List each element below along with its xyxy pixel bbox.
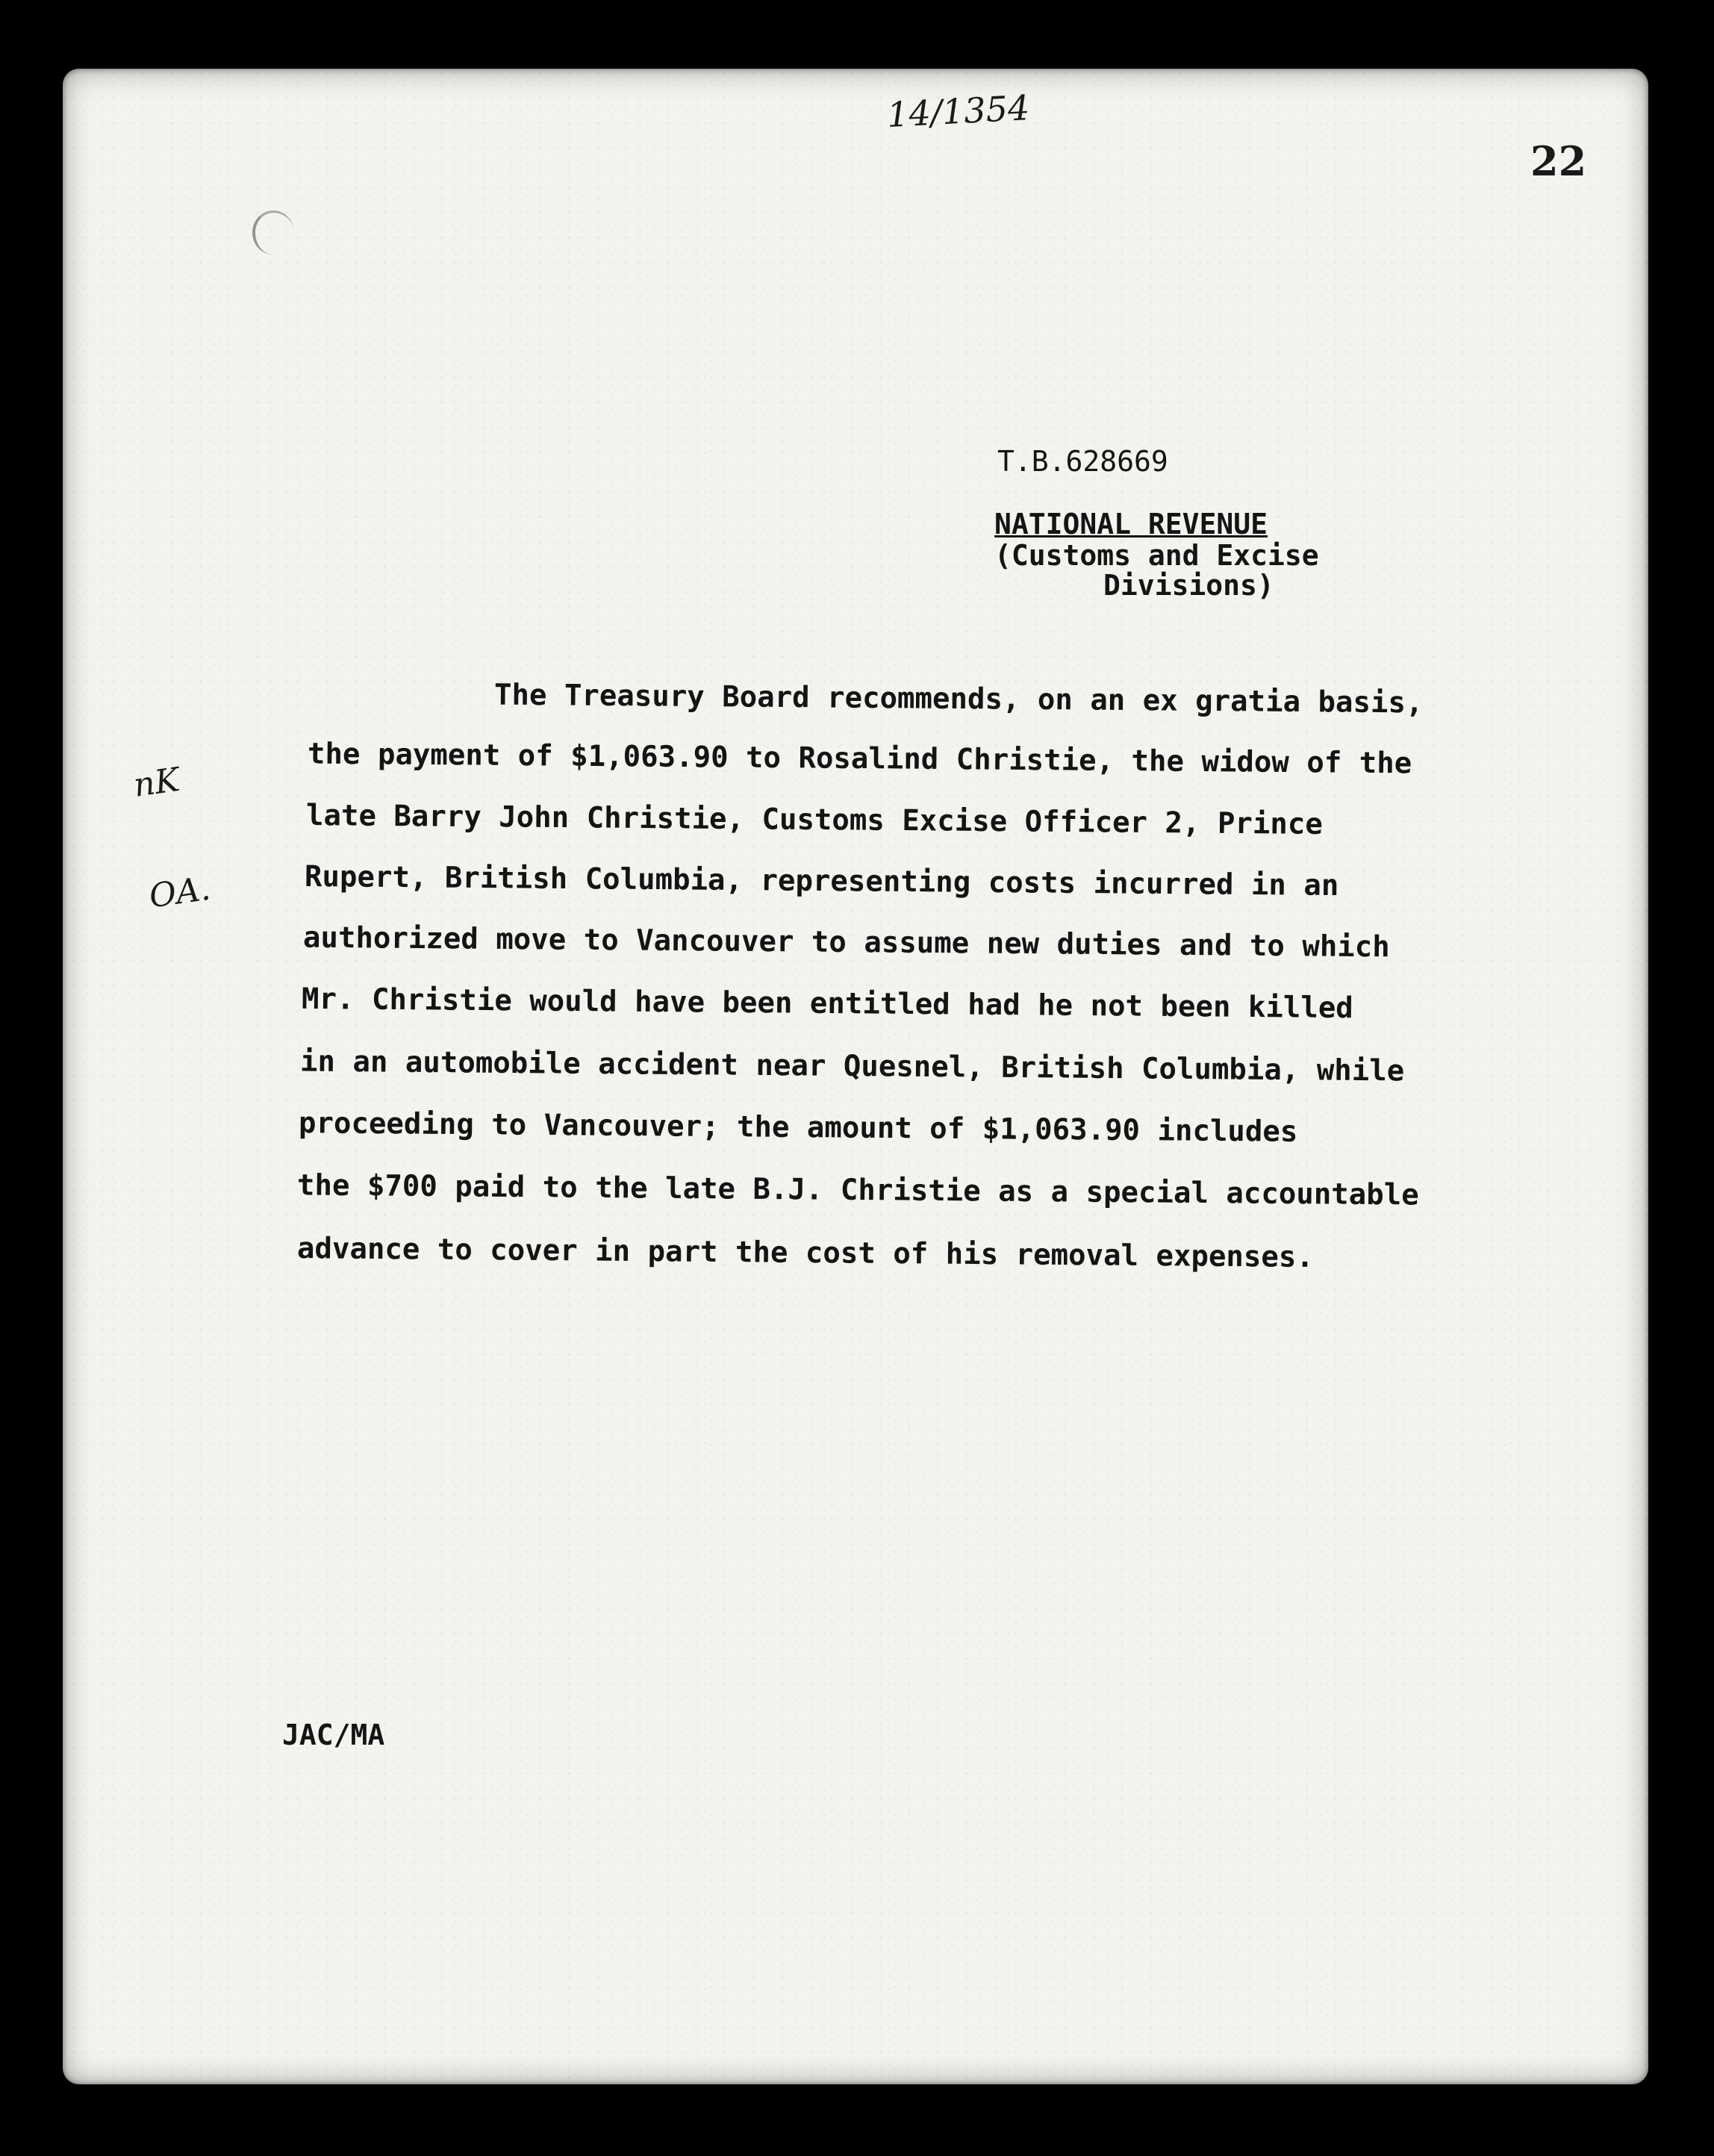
typist-initials: JAC/MA bbox=[282, 1719, 385, 1751]
body-line: in an automobile accident near Quesnel, British Columbia, while bbox=[299, 1044, 1405, 1088]
body-line: Mr. Christie would have been entitled had he not been killed bbox=[301, 982, 1353, 1026]
body-line: the $700 paid to the late B.J. Christie as a special accountable bbox=[296, 1168, 1419, 1212]
department-division-line1: (Customs and Excise bbox=[994, 539, 1319, 572]
punch-hole-mark bbox=[252, 211, 294, 255]
body-line: the payment of $1,063.90 to Rosalind Christie, the widow of the bbox=[307, 737, 1412, 781]
body-line: Rupert, British Columbia, representing costs incurred in an bbox=[304, 859, 1339, 903]
margin-initials-line1: nK bbox=[131, 760, 182, 805]
page-number: 22 bbox=[1530, 137, 1587, 185]
body-line: advance to cover in part the cost of his removal expenses. bbox=[296, 1232, 1315, 1274]
handwritten-file-number: 14/1354 bbox=[885, 87, 1031, 135]
body-line: The Treasury Board recommends, on an ex gratia basis, bbox=[493, 678, 1424, 720]
department-division-line2: Divisions) bbox=[1103, 569, 1274, 602]
treasury-board-reference: T.B.628669 bbox=[997, 445, 1168, 478]
margin-initials-line2: OA. bbox=[146, 869, 213, 916]
body-line: late Barry John Christie, Customs Excise Officer 2, Prince bbox=[305, 799, 1324, 841]
body-line: authorized move to Vancouver to assume new duties and to which bbox=[302, 920, 1390, 965]
department-name: NATIONAL REVENUE bbox=[994, 508, 1268, 540]
body-line: proceeding to Vancouver; the amount of $1,063.90 includes bbox=[298, 1106, 1298, 1149]
